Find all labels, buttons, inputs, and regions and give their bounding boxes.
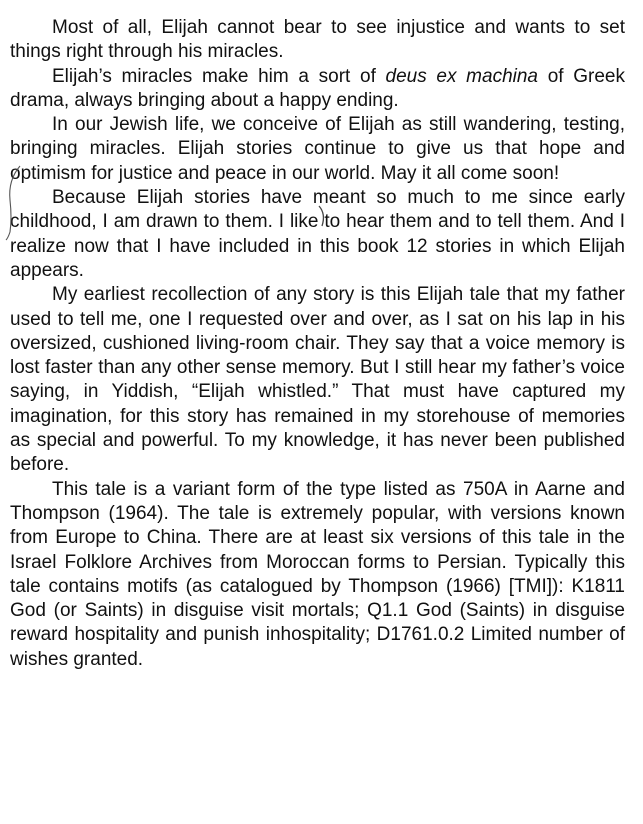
paragraph-earliest-recollection: My earliest recollection of any story is this Elijah tale that my father used to tell me, one I requested over and over, as I sat on his lap in his oversized, cushioned living-room chair. They say that a voice memory is lost faster than any other sense memory. But I still hear my father’s voice saying, in Yiddish, “Elijah whistled.” That must have captured my imagination, for this story has remained in my storehouse of memories as special and powerful. To my knowledge, it has never been published before. (10, 284, 625, 476)
paragraph-childhood: Because Elijah stories have meant so much to me since early childhood, I am drawn to them. I like to hear them and to tell them. And I realize now that I have included in this book 12 stories in which Elijah appears. (10, 187, 625, 281)
paragraph-deus-before: Elijah’s miracles make him a sort of (52, 65, 386, 87)
book-page-text (10, 16, 625, 672)
emphasis-deus-ex-machina: deus ex machina (385, 65, 539, 87)
paragraph-deus-after: of Greek drama, always bringing about a happy ending. (10, 65, 625, 111)
paragraph-jewish-life: In our Jewish life, we conceive of Elijah as still wandering, testing, bringing miracles. Elijah stories continue to give us that hope and optimism for justice and peace in our world. May it all come soon! (10, 114, 625, 184)
paragraph-injustice: Most of all, Elijah cannot bear to see injustice and wants to set things right through his miracles. (10, 17, 625, 63)
paragraph-tale-variant: This tale is a variant form of the type listed as 750A in Aarne and Thompson (1964). The tale is extremely popular, with versions known from Europe to China. There are at least six versions of this tale in the Israel Folklore Archives from Moroccan forms to Persian. Typically this tale contains motifs (as catalogued by Thompson (1966) [TMI]): K1811 God (or Saints) in disguise visit mortals; Q1.1 God (Saints) in disguise reward hospitality and punish inhospitality; D1761.0.2 Limited number of wishes granted. (10, 478, 625, 670)
paragraph-deus-ex-machina (10, 65, 625, 114)
